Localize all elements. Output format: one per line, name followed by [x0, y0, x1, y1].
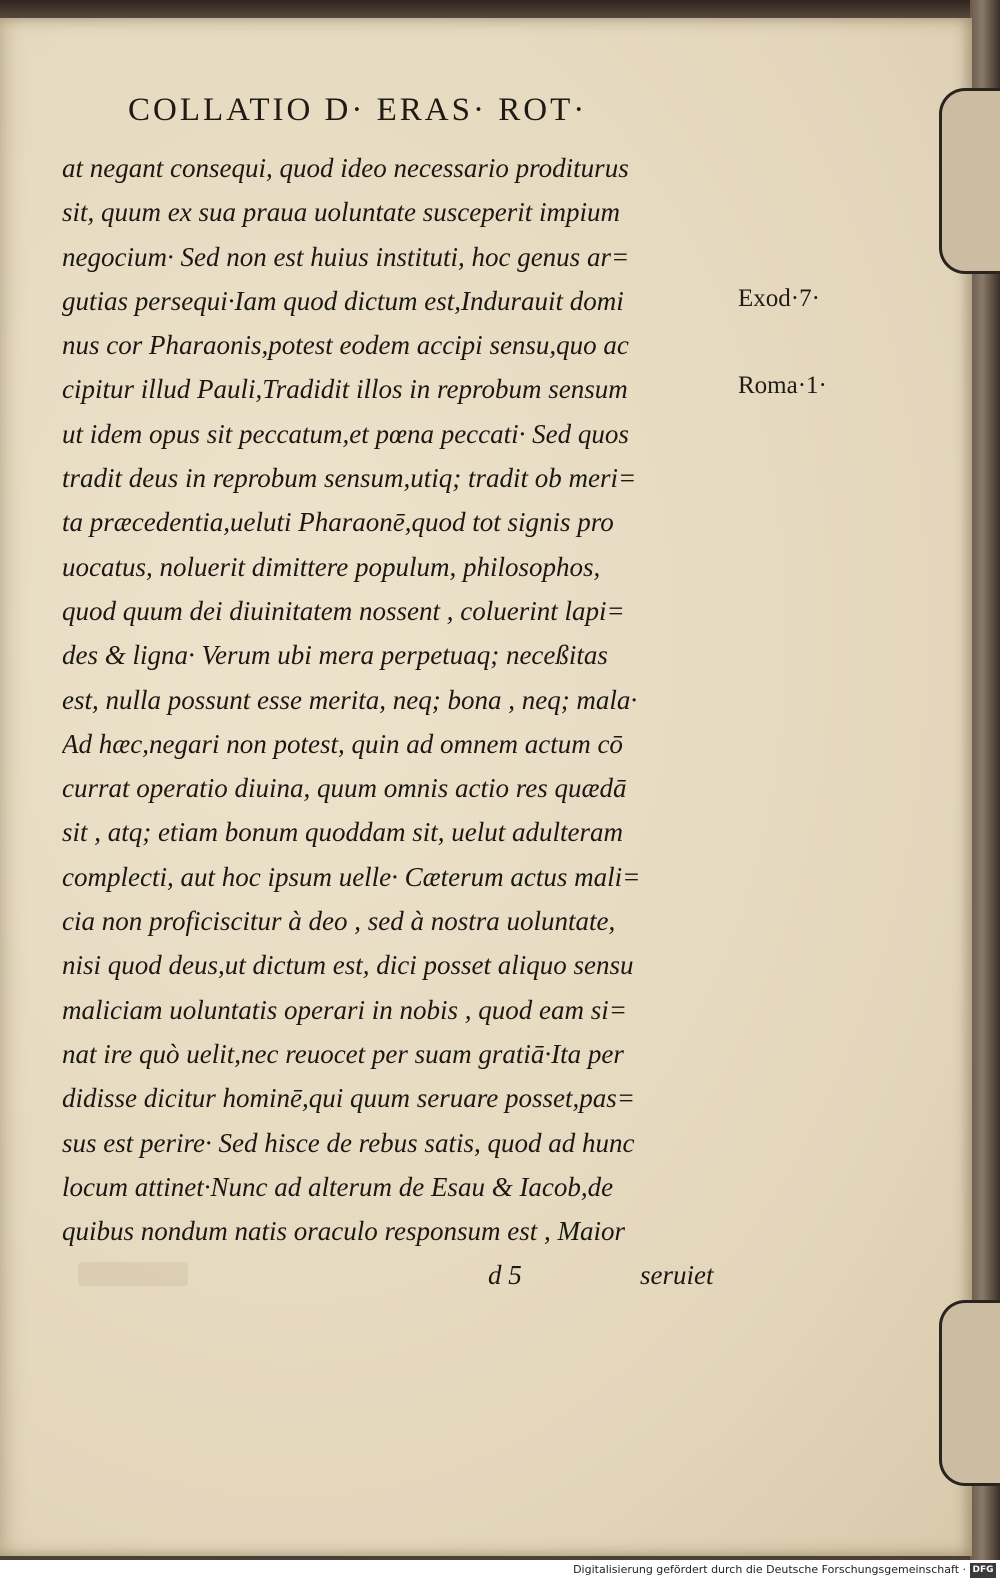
text-line: quod quum dei diuinitatem nossent , coluerint lapi= — [62, 595, 625, 626]
text-line: ta præcedentia,ueluti Pharaonē,quod tot signis pro — [62, 507, 614, 538]
text-line: nus cor Pharaonis,potest eodem accipi sensu,quo ac — [62, 330, 629, 361]
text-line: locum attinet·Nunc ad alterum de Esau & Iacob,de — [62, 1171, 614, 1202]
dfg-logo: DFG — [970, 1563, 996, 1578]
text-line: nisi quod deus,ut dictum est, dici posset aliquo sensu — [62, 950, 634, 981]
scan-top-edge — [0, 0, 1000, 20]
show-through-ink — [78, 1262, 188, 1286]
body-text — [62, 146, 722, 1253]
marginal-note-romans: Roma·1· — [738, 372, 827, 399]
text-line: sit , atq; etiam bonum quoddam sit, uelut adulteram — [62, 817, 623, 848]
text-line: Ad hæc,negari non potest, quin ad omnem actum cō — [62, 728, 623, 759]
text-line: currat operatio diuina, quum omnis actio res quædā — [62, 773, 627, 804]
text-line: cia non proficiscitur à deo , sed à nostra uoluntate, — [62, 906, 616, 937]
text-line: des & ligna· Verum ubi mera perpetuaq; neceßitas — [62, 640, 608, 671]
running-head: COLLATIO D· ERAS· ROT· — [128, 92, 588, 128]
text-line: tradit deus in reprobum sensum,utiq; tradit ob meri= — [62, 463, 637, 494]
marginal-note-exodus: Exod·7· — [738, 285, 820, 312]
text-line: uocatus, noluerit dimittere populum, philosophos, — [62, 551, 601, 582]
funding-credit: Digitalisierung gefördert durch die Deutsche Forschungsgemeinschaft · — [573, 1563, 966, 1576]
text-line: gutias persequi·Iam quod dictum est,Indurauit domi — [62, 285, 624, 316]
text-line: didisse dicitur hominē,qui quum seruare posset,pas= — [62, 1083, 635, 1114]
text-line: sus est perire· Sed hisce de rebus satis, quod ad hunc — [62, 1127, 635, 1158]
text-line: nat ire quò uelit,nec reuocet per suam gratiā·Ita per — [62, 1038, 624, 1069]
text-line: ut idem opus sit peccatum,et pœna peccati· Sed quos — [62, 418, 629, 449]
page-clip-top — [939, 88, 1000, 274]
text-line: cipitur illud Pauli,Tradidit illos in reprobum sensum — [62, 374, 628, 405]
text-line: at negant consequi, quod ideo necessario proditurus — [62, 153, 629, 183]
page-clip-bottom — [939, 1300, 1000, 1486]
catchword: seruiet — [640, 1260, 714, 1290]
text-line: negocium· Sed non est huius instituti, hoc genus ar= — [62, 241, 630, 272]
text-line: est, nulla possunt esse merita, neq; bona , neq; mala· — [62, 684, 638, 715]
signature-mark: d 5 — [488, 1260, 522, 1290]
text-line: maliciam uoluntatis operari in nobis , quod eam si= — [62, 994, 627, 1025]
text-line: complecti, aut hoc ipsum uelle· Cæterum actus mali= — [62, 861, 641, 892]
text-line: quibus nondum natis oraculo responsum est , Maior — [62, 1216, 626, 1247]
text-line: sit, quum ex sua praua uoluntate susceperit impium — [62, 197, 620, 228]
